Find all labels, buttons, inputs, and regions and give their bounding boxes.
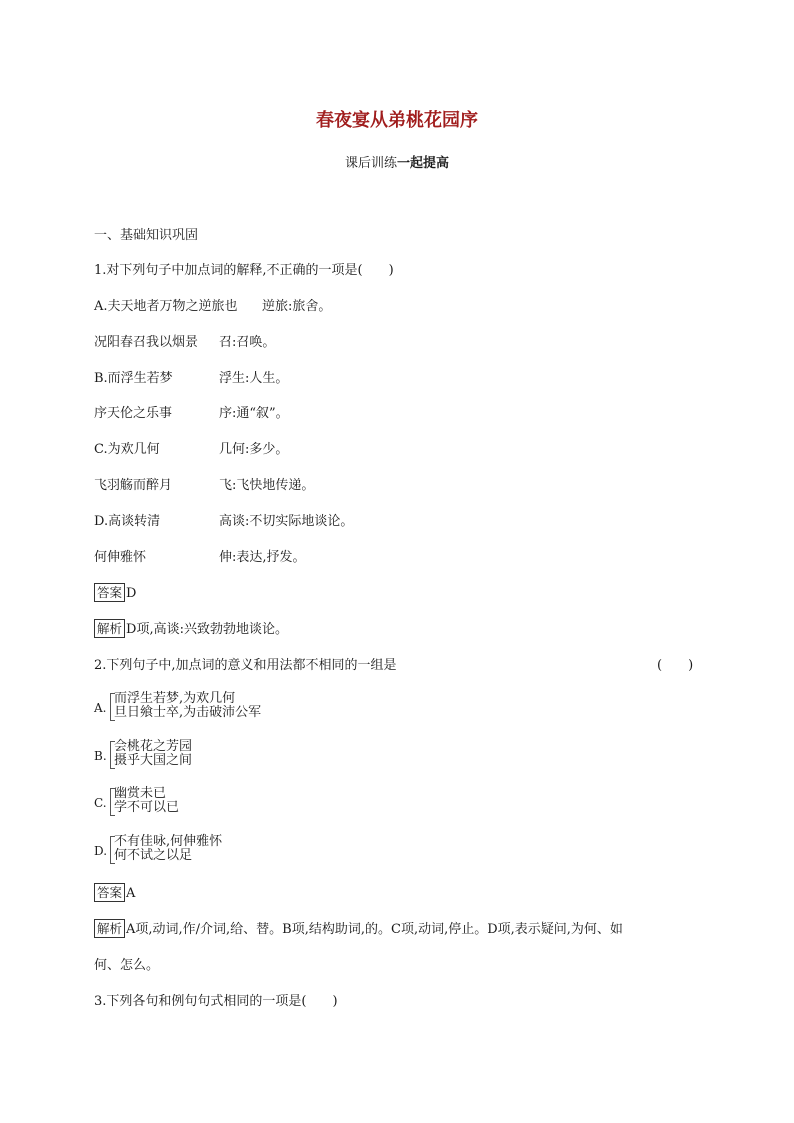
q1-row-text: 序天伦之乐事 xyxy=(94,406,173,421)
q1-row-text: B.而浮生若梦 xyxy=(94,371,173,386)
q2-option-pair xyxy=(114,787,179,814)
q2-analysis xyxy=(94,923,623,936)
q2-option-letter: A. xyxy=(94,701,107,715)
q1-row-gloss: 召:召唤。 xyxy=(219,335,276,350)
q1-row-gloss: 飞:飞快地传递。 xyxy=(219,478,315,493)
q2-option-line: 摄乎大国之间 xyxy=(114,752,193,768)
analysis-text: D项,高谈:兴致勃勃地谈论。 xyxy=(126,622,288,637)
q1-row-gloss: 浮生:人生。 xyxy=(219,371,289,386)
q2-option-letter: D. xyxy=(94,844,108,858)
page-subtitle xyxy=(0,157,794,170)
q2-option-line: 而浮生若梦,为欢几何 xyxy=(114,691,236,706)
q2-analysis-continued: 何、怎么。 xyxy=(94,958,160,973)
answer-value: D xyxy=(126,586,137,601)
q1-row-text: 况阳春召我以烟景 xyxy=(94,335,199,350)
q1-row-text: C.为欢几何 xyxy=(94,442,160,457)
page-title: 春夜宴从弟桃花园序 xyxy=(316,110,478,131)
answer-value: A xyxy=(126,886,136,901)
analysis-tag: 解析 xyxy=(94,919,125,938)
q1-row-gloss: 几何:多少。 xyxy=(219,442,289,457)
subtitle-bold: 一起提高 xyxy=(397,156,450,171)
subtitle-prefix: 课后训练 xyxy=(344,156,397,171)
q3-stem: 3.下列各句和例句句式相同的一项是( ) xyxy=(94,994,338,1009)
q1-row-gloss: 逆旅:旅舍。 xyxy=(262,299,332,314)
q2-option-letter: C. xyxy=(94,796,107,810)
q2-option-line: 旦日飨士卒,为击破沛公军 xyxy=(114,704,262,720)
q2-option-line: 不有佳咏,何伸雅怀 xyxy=(114,834,223,849)
q2-option-pair xyxy=(114,740,192,767)
answer-tag: 答案 xyxy=(94,583,125,602)
q2-option-pair xyxy=(114,692,261,719)
q2-option-pair xyxy=(114,835,222,862)
q1-row-text: 何伸雅怀 xyxy=(94,550,147,565)
q1-row-text: A.夫天地者万物之逆旅也 xyxy=(94,299,238,314)
q1-answer xyxy=(94,587,136,600)
analysis-tag: 解析 xyxy=(94,619,125,638)
q2-answer xyxy=(94,887,135,900)
q1-stem: 1.对下列句子中加点词的解释,不正确的一项是( ) xyxy=(94,263,394,278)
q1-row-text: D.高谈转清 xyxy=(94,514,161,529)
q1-row-gloss: 序:通“叙”。 xyxy=(219,406,289,421)
q1-row-text: 飞羽觞而醉月 xyxy=(94,478,173,493)
q1-row-gloss: 高谈:不切实际地谈论。 xyxy=(219,514,354,529)
q2-option-line: 何不试之以足 xyxy=(114,847,193,863)
q2-stem: 2.下列句子中,加点词的意义和用法都不相同的一组是 xyxy=(94,658,397,673)
q1-row-gloss: 伸:表达,抒发。 xyxy=(219,550,306,565)
q2-answer-paren: ( ) xyxy=(657,658,694,673)
q2-option-letter: B. xyxy=(94,749,107,763)
analysis-text: A项,动词,作/介词,给、替。B项,结构助词,的。C项,动词,停止。D项,表示疑问,为何、如 xyxy=(126,922,623,937)
q2-option-line: 学不可以已 xyxy=(114,799,180,815)
answer-tag: 答案 xyxy=(94,883,125,902)
q2-option-line: 会桃花之芳园 xyxy=(114,739,193,754)
q2-option-line: 幽赏未已 xyxy=(114,786,167,801)
q1-analysis xyxy=(94,623,288,636)
section-heading: 一、基础知识巩固 xyxy=(94,228,199,243)
